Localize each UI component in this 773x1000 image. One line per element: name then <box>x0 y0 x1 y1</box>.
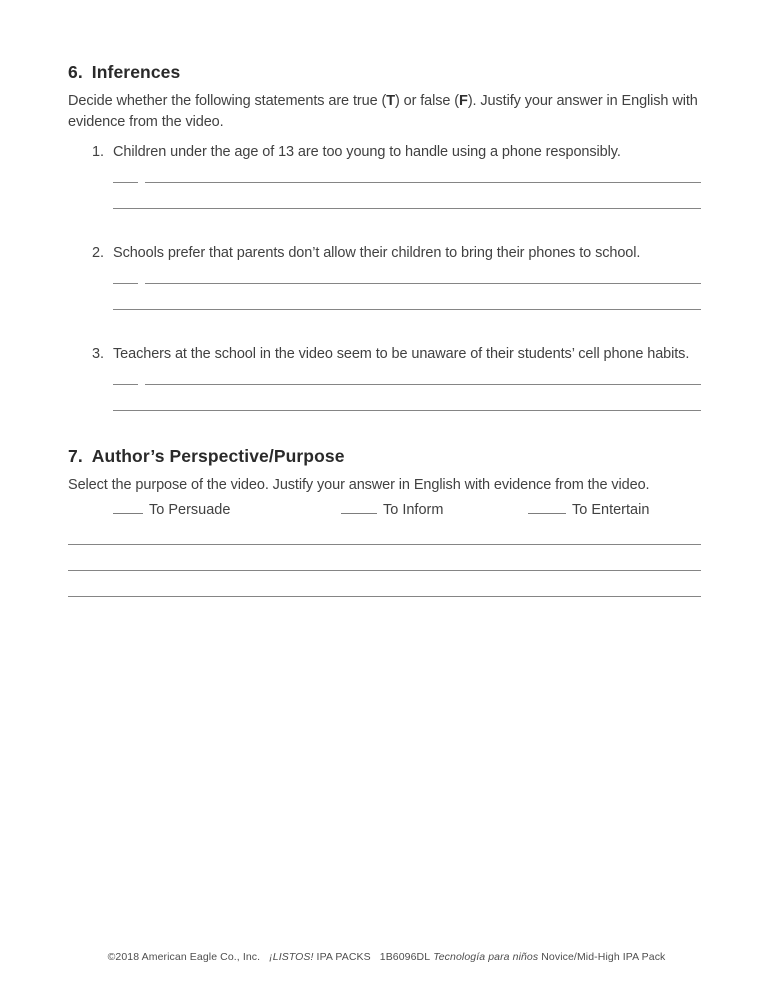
option-to-persuade <box>113 502 230 518</box>
statement-row <box>68 345 701 363</box>
evidence-write-line <box>113 410 701 411</box>
option-blank <box>113 512 143 514</box>
section-6-heading <box>68 62 701 82</box>
justification-write-line <box>68 596 701 597</box>
section-6-title: Inferences <box>91 62 181 82</box>
option-label: To Persuade <box>149 501 231 518</box>
item-number: 1. <box>92 144 104 160</box>
option-to-entertain <box>528 502 649 518</box>
footer-product-code: 1B6096DL <box>379 951 431 963</box>
statement-text: Teachers at the school in the video seem to be unaware of their students’ cell phone habits. <box>113 346 690 362</box>
answer-row <box>68 283 701 284</box>
evidence-write-line <box>113 208 701 209</box>
purpose-options-row <box>68 502 701 520</box>
evidence-write-line <box>145 283 701 284</box>
true-false-blank <box>113 283 138 284</box>
evidence-write-line <box>113 309 701 310</box>
option-blank <box>341 512 377 514</box>
inference-item-2 <box>68 244 701 310</box>
statement-row <box>68 244 701 262</box>
inference-item-1 <box>68 143 701 209</box>
footer-series-suffix: IPA PACKS <box>316 951 371 963</box>
instructions-text: ) or false ( <box>394 93 460 109</box>
section-7-heading <box>68 446 701 466</box>
true-false-blank <box>113 182 138 183</box>
statement-row <box>68 143 701 161</box>
page-content <box>68 62 701 597</box>
true-false-blank <box>113 384 138 385</box>
option-to-inform <box>341 502 443 518</box>
footer-pack-title: Tecnología para niños <box>433 951 539 963</box>
answer-row <box>68 182 701 183</box>
justification-write-line <box>68 544 701 545</box>
section-6-instructions <box>68 91 701 132</box>
true-abbreviation: T <box>386 93 395 109</box>
statement-text: Children under the age of 13 are too young to handle using a phone responsibly. <box>113 144 621 160</box>
justification-write-line <box>68 570 701 571</box>
footer-series-title: ¡LISTOS! <box>269 951 314 963</box>
option-label: To Entertain <box>572 501 650 518</box>
option-blank <box>528 512 566 514</box>
item-number: 3. <box>92 346 104 362</box>
item-number: 2. <box>92 245 104 261</box>
section-7-title: Author’s Perspective/Purpose <box>91 446 345 466</box>
inference-item-3 <box>68 345 701 411</box>
answer-row <box>68 384 701 385</box>
instructions-text: Decide whether the following statements are true ( <box>68 93 387 109</box>
evidence-write-line <box>145 384 701 385</box>
footer-copyright: ©2018 American Eagle Co., Inc. <box>107 951 261 963</box>
instructions-text: ). Justify your answer in English with evidence from the video. <box>68 93 698 130</box>
option-label: To Inform <box>383 501 444 518</box>
section-7-instructions: Select the purpose of the video. Justify your answer in English with evidence from the video. <box>68 477 650 493</box>
footer-pack-level: Novice/Mid-High IPA Pack <box>541 951 666 963</box>
false-abbreviation: F <box>459 93 468 109</box>
evidence-write-line <box>145 182 701 183</box>
page-footer <box>0 951 773 963</box>
section-7-number: 7. <box>68 446 83 466</box>
statement-text: Schools prefer that parents don’t allow their children to bring their phones to school. <box>113 245 641 261</box>
section-6-number: 6. <box>68 62 83 82</box>
